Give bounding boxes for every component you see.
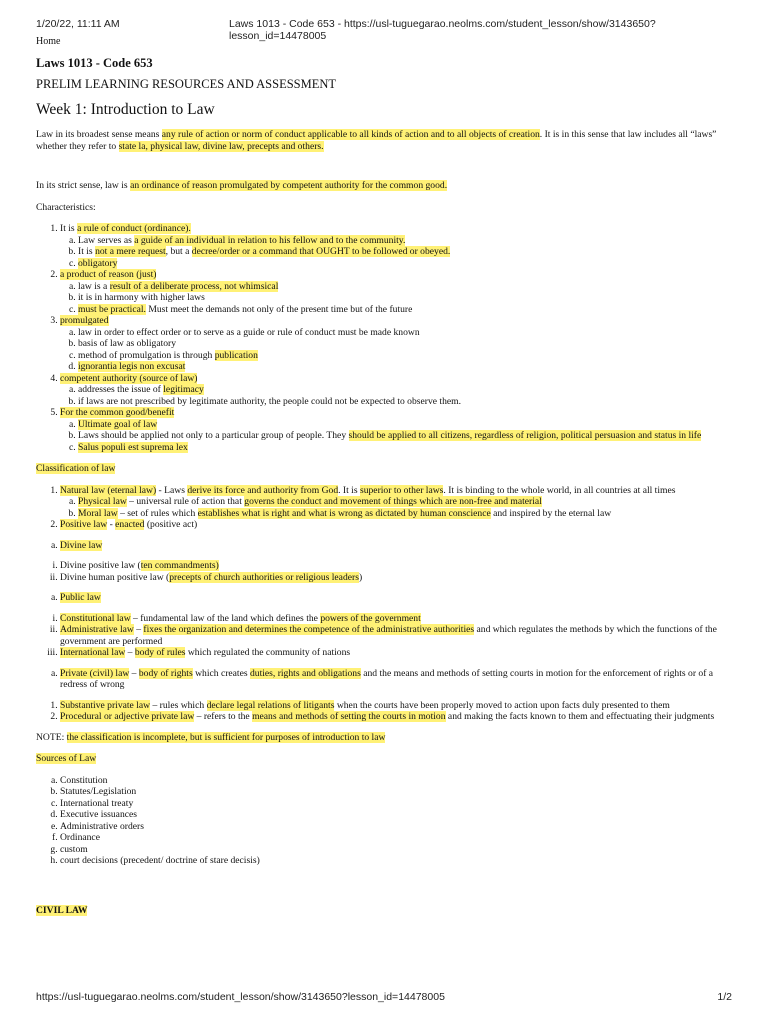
list-item: c. must be practical. Must meet the demands not only of the present time but of the future — [78, 304, 736, 316]
home-link[interactable]: Home — [36, 36, 61, 47]
list-item: a. addresses the issue of legitimacy — [78, 384, 736, 396]
print-title: Laws 1013 - Code 653 - https://usl-tuguegarao.neolms.com/student_lesson/show/3143650?lesson_id=14478005 — [229, 18, 656, 42]
public-law-sublist — [36, 613, 736, 659]
list-item: g. custom — [60, 844, 736, 856]
classification-heading: Classification of law — [36, 463, 116, 474]
list-item: 1. Natural law (eternal law) - Laws derive its force and authority from God. It is superior to other laws. It is binding to the whole world, in all countries at all times a. Physical law – universal rule of action that governs the conduct and movement of things which are non-free and material b. Moral law – set of rules which establishes what is right and what is wrong as dictated by human conscience and inspired by the eternal law — [60, 485, 736, 520]
list-item: iii. International law – body of rules which regulated the community of nations — [60, 647, 736, 659]
private-law-sublist — [36, 700, 736, 723]
characteristics-label: Characteristics: — [36, 201, 96, 213]
list-item: c. method of promulgation is through publication — [78, 350, 736, 362]
strict-definition: In its strict sense, law is an ordinance of reason promulgated by competent authority for the common good. — [36, 180, 448, 191]
page-content — [36, 36, 736, 916]
list-item: 2. Procedural or adjective private law – refers to the means and methods of setting the courts in motion and making the facts known to them and effectuating their judgments — [60, 711, 736, 723]
list-item: b. basis of law as obligatory — [78, 338, 736, 350]
list-item: a. law is a result of a deliberate process, not whimsical — [78, 281, 736, 293]
list-item: 2. a product of reason (just) a. law is a result of a deliberate process, not whimsical b. it is in harmony with higher laws c. must be practical. Must meet the demands not only of the present time but of the future — [60, 269, 736, 315]
list-item: 4. competent authority (source of law) a. addresses the issue of legitimacy b. if laws are not prescribed by legitimate authority, the people could not be expected to observe them. — [60, 373, 736, 408]
section-title: PRELIM LEARNING RESOURCES AND ASSESSMENT — [36, 77, 337, 91]
private-law-list — [36, 668, 736, 691]
classification-list — [36, 485, 736, 531]
list-item: a. Physical law – universal rule of action that governs the conduct and movement of things which are non-free and material — [78, 496, 736, 508]
list-item: c. obligatory — [78, 258, 736, 270]
civil-law-heading: CIVIL LAW — [36, 904, 88, 916]
list-item: a. Public law — [60, 592, 736, 604]
list-item: b. it is in harmony with higher laws — [78, 292, 736, 304]
list-item: a. Private (civil) law – body of rights which creates duties, rights and obligations and the means and methods of setting courts in motion for the enforcement of rights or of a redress of wrong — [60, 668, 736, 691]
list-item: a. Divine law — [60, 540, 736, 552]
list-item: i. Constitutional law – fundamental law of the land which defines the powers of the government — [60, 613, 736, 625]
list-item: h. court decisions (precedent/ doctrine of stare decisis) — [60, 855, 736, 867]
list-item: f. Ordinance — [60, 832, 736, 844]
list-item: b. Moral law – set of rules which establishes what is right and what is wrong as dictated by human conscience and inspired by the eternal law — [78, 508, 736, 520]
list-item: 3. promulgated a. law in order to effect order or to serve as a guide or rule of conduct must be made known b. basis of law as obligatory c. method of promulgation is through publication d. ignorantia legis non excusat — [60, 315, 736, 373]
divine-law-sublist — [36, 560, 736, 583]
list-item: b. It is not a mere request, but a decree/order or a command that OUGHT to be followed or obeyed. — [78, 246, 736, 258]
course-title: Laws 1013 - Code 653 — [36, 56, 153, 70]
classification-note: NOTE: the classification is incomplete, but is sufficient for purposes of introduction to law — [36, 731, 386, 743]
print-url: https://usl-tuguegarao.neolms.com/student_lesson/show/3143650?lesson_id=14478005 — [36, 991, 445, 1003]
list-item: ii. Divine human positive law (precepts of church authorities or religious leaders) — [60, 572, 736, 584]
list-item: b. Laws should be applied not only to a particular group of people. They should be applied to all citizens, regardless of religion, political persuasion and status in life — [78, 430, 736, 442]
list-item: 1. Substantive private law – rules which declare legal relations of litigants when the courts have been properly moved to action upon facts duly presented to them — [60, 700, 736, 712]
week-title: Week 1: Introduction to Law — [36, 101, 215, 118]
list-item: b. if laws are not prescribed by legitimate authority, the people could not be expected to observe them. — [78, 396, 736, 408]
list-item: d. ignorantia legis non excusat — [78, 361, 736, 373]
list-item: ii. Administrative law – fixes the organization and determines the competence of the administrative authorities and which regulates the methods by which the functions of the government are performed — [60, 624, 736, 647]
sources-heading: Sources of Law — [36, 753, 97, 764]
list-item: a. Law serves as a guide of an individual in relation to his fellow and to the community. — [78, 235, 736, 247]
page-number: 1/2 — [717, 991, 732, 1003]
characteristics-list — [36, 223, 736, 453]
list-item: e. Administrative orders — [60, 821, 736, 833]
list-item: d. Executive issuances — [60, 809, 736, 821]
print-date: 1/20/22, 11:11 AM — [36, 18, 120, 30]
divine-law-list — [36, 540, 736, 552]
list-item: a. Ultimate goal of law — [78, 419, 736, 431]
print-footer — [36, 991, 732, 1005]
list-item: 5. For the common good/benefit a. Ultimate goal of law b. Laws should be applied not only to a particular group of people. They should be applied to all citizens, regardless of religion, political persuasion and status in life c. Salus populi est suprema lex — [60, 407, 736, 453]
list-item: a. Constitution — [60, 775, 736, 787]
list-item: b. Statutes/Legislation — [60, 786, 736, 798]
list-item: a. law in order to effect order or to serve as a guide or rule of conduct must be made known — [78, 327, 736, 339]
list-item: i. Divine positive law (ten commandments) — [60, 560, 736, 572]
public-law-list — [36, 592, 736, 604]
list-item: 2. Positive law - enacted (positive act) — [60, 519, 736, 531]
list-item: c. Salus populi est suprema lex — [78, 442, 736, 454]
list-item: c. International treaty — [60, 798, 736, 810]
broad-definition: Law in its broadest sense means any rule of action or norm of conduct applicable to all kinds of action and to all objects of creation. It is in this sense that law includes all “laws” whether they refer to state la, physical law, divine law, precepts and others. — [36, 129, 717, 152]
sources-list — [36, 775, 736, 867]
list-item: 1. It is a rule of conduct (ordinance). a. Law serves as a guide of an individual in relation to his fellow and to the community. b. It is not a mere request, but a decree/order or a command that OUGHT to be followed or obeyed. c. obligatory — [60, 223, 736, 269]
